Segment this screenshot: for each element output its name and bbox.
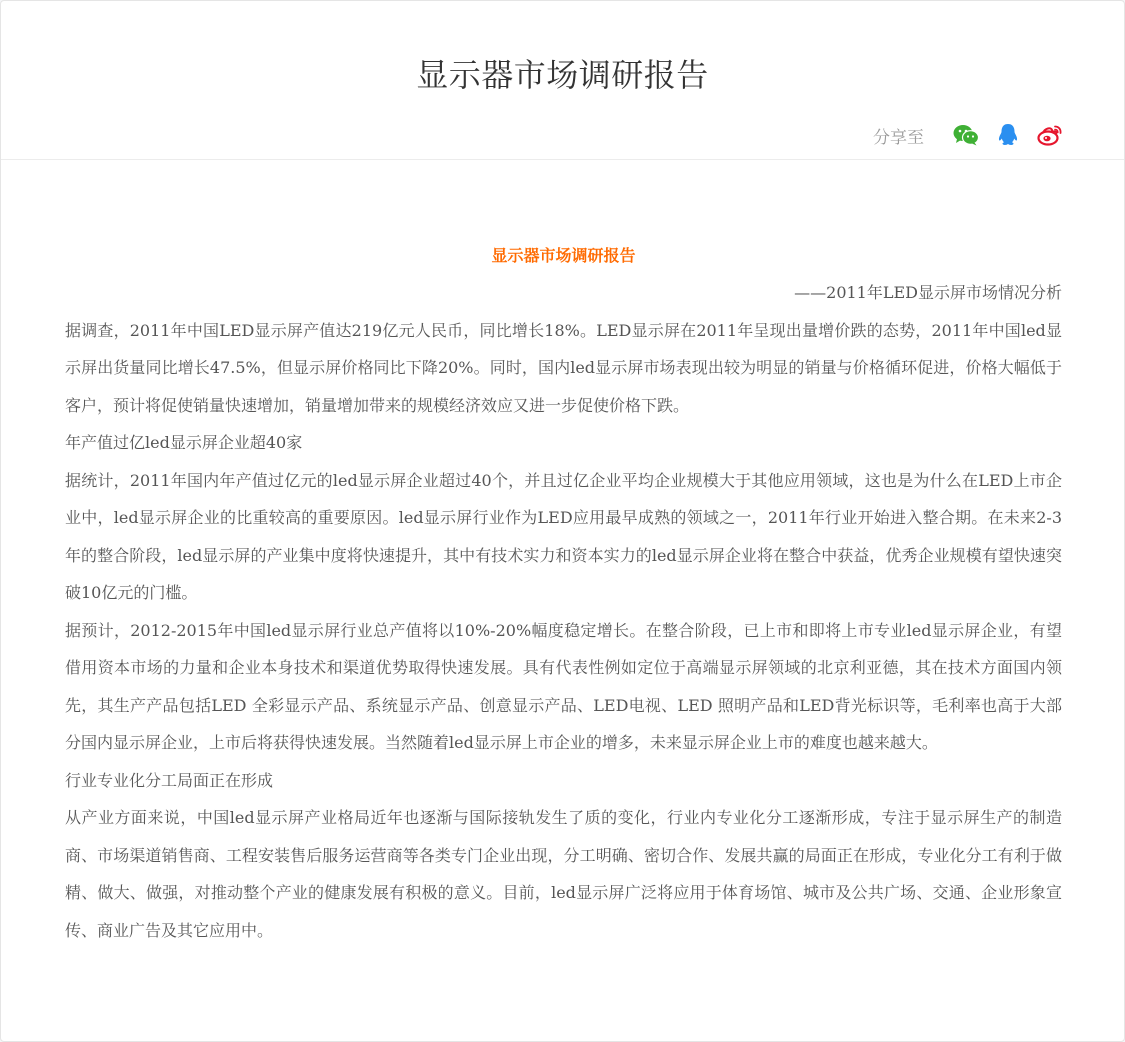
- article-title: 显示器市场调研报告: [491, 246, 636, 265]
- page-title: 显示器市场调研报告: [416, 56, 709, 94]
- share-bar: [873, 121, 1064, 149]
- paragraph: 据预计，2012-2015年中国led显示屏行业总产值将以10%-20%幅度稳定增长。在整合阶段，已上市和即将上市专业led显示屏企业，有望借用资本市场的力量和企业本身技术和渠道优势取得快速发展。具有代表性例如定位于高端显示屏领域的北京利亚德，其在技术方面国内领先，其生产产品包括LED 全彩显示产品、系统显示产品、创意显示产品、LED电视、LED 照明产品和LED背光标识等，毛利率也高于大部分国内显示屏企业，上市后将获得快速发展。当然随着led显示屏上市企业的增多，未来显示屏企业上市的难度也越来越大。: [65, 620, 1062, 752]
- qq-share-button[interactable]: [994, 121, 1022, 149]
- wechat-share-button[interactable]: [952, 121, 980, 149]
- wechat-icon: [953, 124, 979, 146]
- article-body: [65, 237, 1062, 949]
- paragraph: 据统计，2011年国内年产值过亿元的led显示屏企业超过40个，并且过亿企业平均企业规模大于其他应用领域，这也是为什么在LED上市企业中，led显示屏企业的比重较高的重要原因。led显示屏行业作为LED应用最早成熟的领域之一，2011年行业开始进入整合期。在未来2-3年的整合阶段，led显示屏的产业集中度将快速提升，其中有技术实力和资本实力的led显示屏企业将在整合中获益，优秀企业规模有望快速突破10亿元的门槛。: [65, 470, 1062, 602]
- page-header: [1, 1, 1124, 160]
- paragraph: 从产业方面来说，中国led显示屏产业格局近年也逐渐与国际接轨发生了质的变化，行业内专业化分工逐渐形成，专注于显示屏生产的制造商、市场渠道销售商、工程安装售后服务运营商等各类专门企业出现，分工明确、密切合作、发展共赢的局面正在形成，专业化分工有利于做精、做大、做强，对推动整个产业的健康发展有积极的意义。目前，led显示屏广泛将应用于体育场馆、城市及公共广场、交通、企业形象宣传、商业广告及其它应用中。: [65, 808, 1062, 940]
- paragraph: 据调查，2011年中国LED显示屏产值达219亿元人民币，同比增长18%。LED显示屏在2011年呈现出量增价跌的态势，2011年中国led显示屏出货量同比增长47.5%，但显示屏价格同比下降20%。同时，国内led显示屏市场表现出较为明显的销量与价格循环促进，价格大幅低于客户，预计将促使销量快速增加，销量增加带来的规模经济效应又进一步促使价格下跌。: [65, 320, 1062, 415]
- section-heading: 行业专业化分工局面正在形成: [65, 770, 274, 790]
- weibo-share-button[interactable]: [1036, 121, 1064, 149]
- article-subtitle: ——2011年LED显示屏市场情况分析: [794, 283, 1062, 302]
- weibo-icon: [1037, 124, 1063, 146]
- section-heading: 年产值过亿led显示屏企业超40家: [65, 433, 303, 452]
- share-label: 分享至: [873, 127, 924, 148]
- qq-icon: [997, 123, 1019, 147]
